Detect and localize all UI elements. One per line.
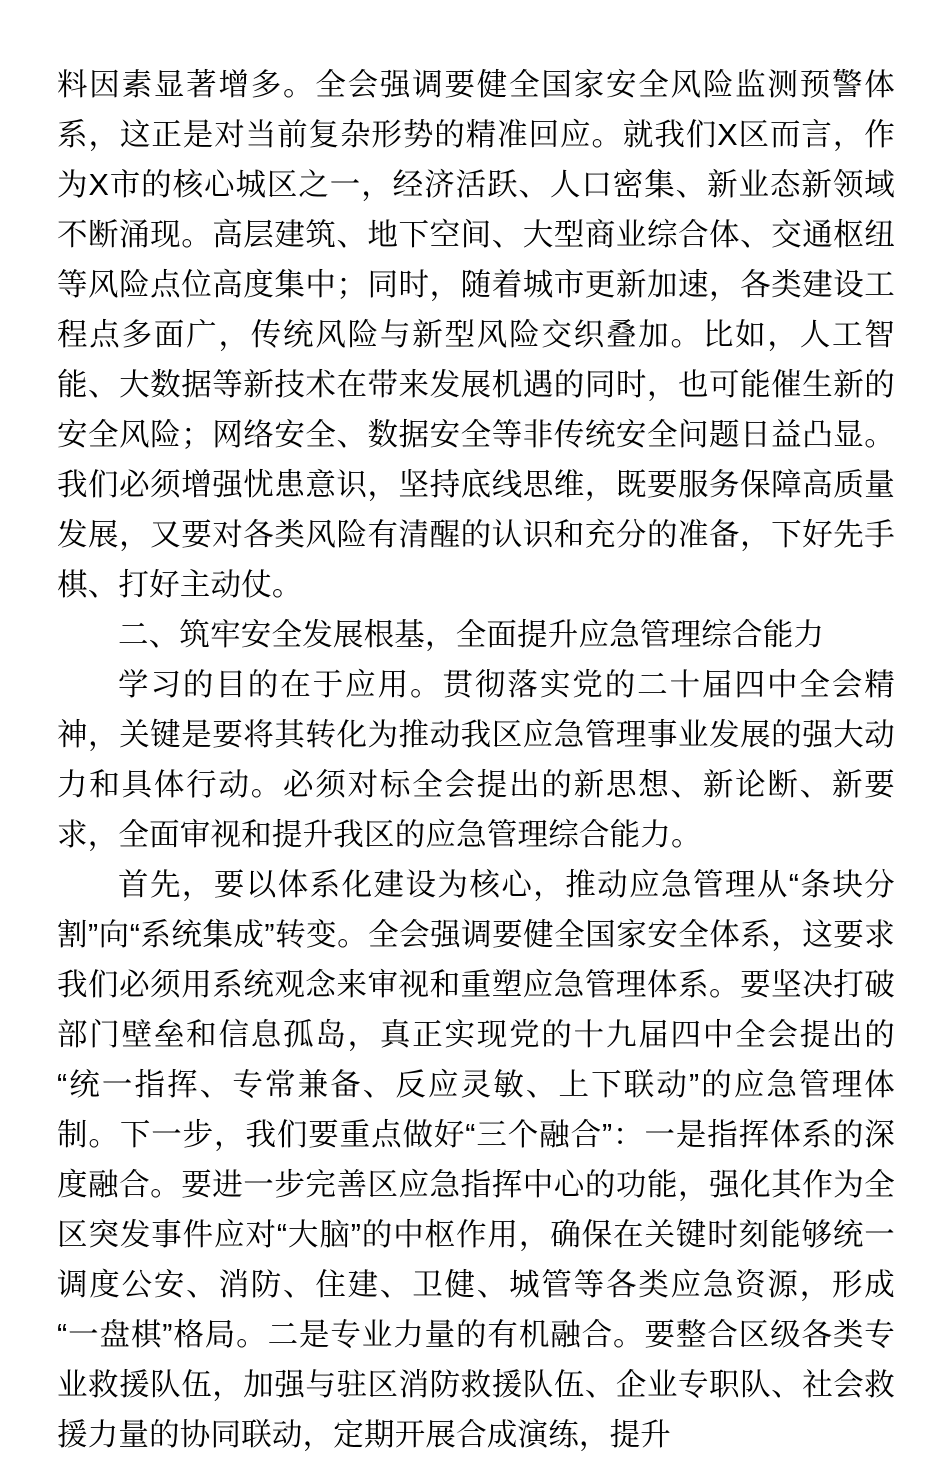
paragraph-continuation: 料因素显著增多。全会强调要健全国家安全风险监测预警体系，这正是对当前复杂形势的精准回应。就我们X区而言，作为X市的核心城区之一，经济活跃、人口密集、新业态新领域不断涌现。高层建筑、地下空间、大型商业综合体、交通枢纽等风险点位高度集中；同时，随着城市更新加速，各类建设工程点多面广，传统风险与新型风险交织叠加。比如，人工智能、大数据等新技术在带来发展机遇的同时，也可能催生新的安全风险；网络安全、数据安全等非传统安全问题日益凸显。我们必须增强忧患意识，坚持底线思维，既要服务保障高质量发展，又要对各类风险有清醒的认识和充分的准备，下好先手棋、打好主动仗。 [57,68,895,602]
paragraph-system-integration: 首先，要以体系化建设为核心，推动应急管理从“条块分割”向“系统集成”转变。全会强调要健全国家安全体系，这要求我们必须用系统观念来审视和重塑应急管理体系。要坚决打破部门壁垒和信息孤岛，真正实现党的十九届四中全会提出的“统一指挥、专常兼备、反应灵敏、上下联动”的应急管理体制。下一步，我们要重点做好“三个融合”：一是指挥体系的深度融合。要进一步完善区应急指挥中心的功能，强化其作为全区突发事件应对“大脑”的中枢作用，确保在关键时刻能够统一调度公安、消防、住建、卫健、城管等各类应急资源，形成“一盘棋”格局。二是专业力量的有机融合。要整合区级各类专业救援队伍，加强与驻区消防救援队伍、企业专职队、社会救援力量的协同联动，定期开展合成演练，提升 [57,868,895,1452]
document-body [57,60,895,1460]
paragraph-learning-purpose: 学习的目的在于应用。贯彻落实党的二十届四中全会精神，关键是要将其转化为推动我区应急管理事业发展的强大动力和具体行动。必须对标全会提出的新思想、新论断、新要求，全面审视和提升我区的应急管理综合能力。 [57,668,895,852]
section-heading-two: 二、筑牢安全发展根基，全面提升应急管理综合能力 [118,618,825,652]
